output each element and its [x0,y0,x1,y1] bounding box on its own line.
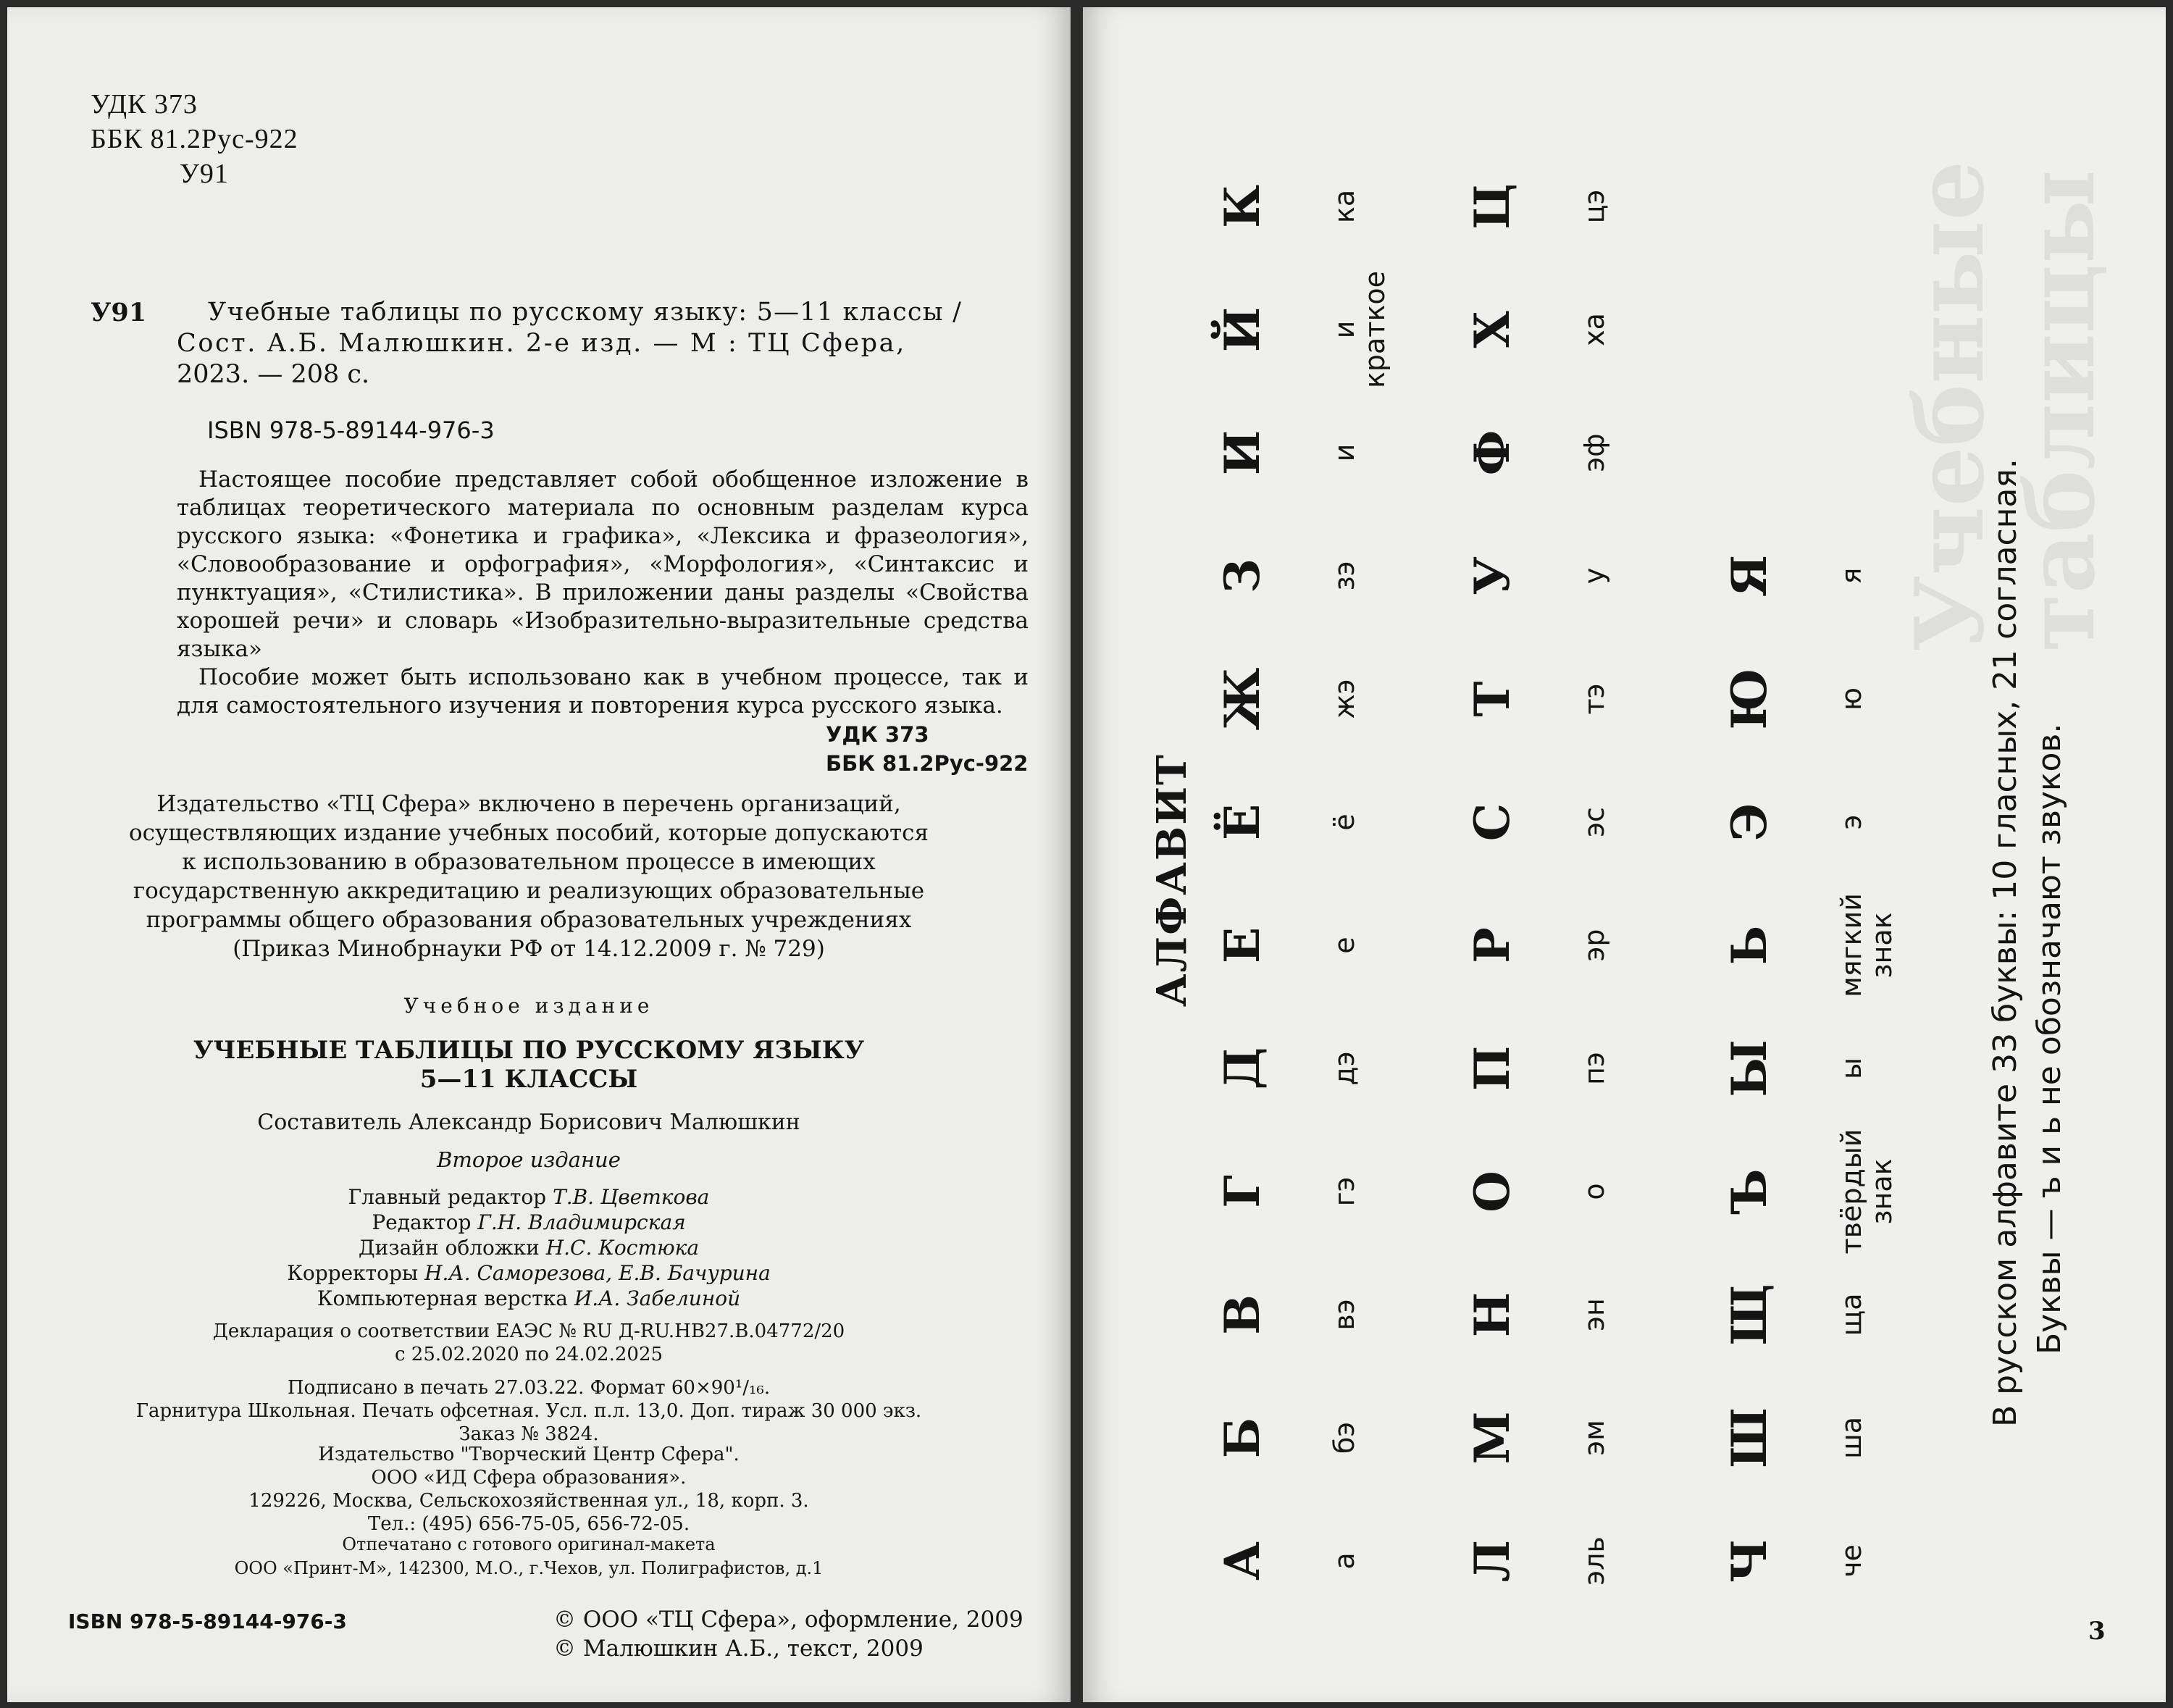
alphabet-cell [1463,1123,1609,1260]
print-info-line: Подписано в печать 27.03.22. Формат 60×90¹/₁₆. [287,1377,771,1399]
compiler: Составитель Александр Борисович Малюшкин [257,1110,800,1135]
alphabet-letter: У [1464,556,1520,595]
alphabet-letter: О [1464,1171,1520,1213]
alphabet-cell [1213,630,1360,768]
alphabet-cell [1720,876,1897,1014]
udk-code-bottom: УДК 373 [826,722,929,747]
alphabet-cell [1720,1000,1867,1137]
printer-info [87,1533,971,1581]
letter-name: эль [1578,1536,1610,1586]
book-subtitle: 5—11 КЛАССЫ [419,1065,638,1094]
publisher-note-line: Издательство «ТЦ Сфера» включено в перечень организаций, [156,791,901,817]
credit-name: Н.С. Костюка [545,1236,700,1260]
udk-block-top [91,87,298,191]
biblio-line-1: Учебные таблицы по русскому языку: 5—11 классы / [208,298,963,327]
credit-role: Редактор [372,1210,472,1234]
credits [87,1184,971,1311]
letter-name: че [1835,1544,1867,1578]
letter-name: зэ [1328,561,1360,591]
letter-name: я [1835,567,1867,585]
credit-line [87,1286,971,1311]
alphabet-letter: Ж [1214,667,1270,731]
edition-type: Учебное издание [403,994,654,1018]
publisher-note-line: к использованию в образовательном процессе в имеющих [182,849,876,875]
letter-name: мягкий знак [1835,893,1898,997]
letter-name: э [1835,814,1867,830]
alphabet-cell [1213,876,1360,1014]
publisher-note [87,790,971,963]
isbn-bottom: ISBN 978-5-89144-976-3 [68,1609,347,1633]
letter-name: гэ [1328,1176,1360,1207]
credit-name: Г.Н. Владимирская [477,1210,686,1234]
letter-name: бэ [1328,1421,1360,1454]
alphabet-letter: Ц [1464,183,1520,230]
alphabet-cell [1213,261,1390,398]
alphabet-letter: М [1464,1411,1520,1465]
letter-name: а [1328,1552,1360,1570]
alphabet-letter: В [1214,1294,1270,1335]
alphabet-letter: Й [1214,306,1270,353]
alphabet-cell [1213,1000,1360,1137]
letter-name: эф [1578,433,1610,472]
letter-name: и [1328,443,1360,462]
biblio-line-2: Сост. А.Б. Малюшкин. 2-е изд. — М : ТЦ Сфера, [177,329,906,358]
letter-name: тэ [1578,683,1610,715]
publisher-info [87,1443,971,1536]
publisher-note-line: осуществляющих издание учебных пособий, которые допускаются [128,820,929,846]
alphabet-letter: Б [1214,1417,1270,1459]
alphabet-letter: Ь [1721,925,1778,966]
alphabet-cell [1213,138,1360,275]
print-info-line: Гарнитура Школьная. Печать офсетная. Усл. п.л. 13,0. Доп. тираж 30 000 экз. [135,1400,922,1422]
copyright [553,1605,1023,1663]
alphabet-letter: Ё [1214,803,1270,841]
alphabet-cell [1463,1246,1609,1383]
alphabet-cell [1463,261,1609,398]
letter-name: ю [1835,687,1867,711]
letter-name: твёрдый знак [1835,1129,1898,1255]
alphabet-letter: А [1214,1541,1270,1581]
alphabet-cell [1213,1492,1360,1630]
abstract-paragraph-2: Пособие может быть использовано как в учебном процессе, так и для самостоятельного изучения и повторения курса русского языка. [177,664,1029,719]
alphabet-cell [1463,876,1609,1014]
publisher-info-line: ООО «ИД Сфера образования». [371,1467,687,1489]
book-title: УЧЕБНЫЕ ТАБЛИЦЫ ПО РУССКОМУ ЯЗЫКУ [193,1036,865,1065]
letter-name: ха [1578,313,1610,346]
alphabet-letter: Л [1464,1539,1520,1583]
abstract-paragraph-1: Настоящее пособие представляет собой обобщенное изложение в таблицах теоретического материала по основным разделам курса русского языка: «Фонетика и графика», «Лексика и фразеология», «Словообразование и орфография», «Морфология», «Синтаксис и пунктуация», «Стилистика». В приложении даны разделы «Свойства хорошей речи» и словарь «Изобразительно-выразительные средства языка» [177,466,1029,662]
credit-role: Главный редактор [348,1185,547,1209]
alphabet-letter: Ф [1464,430,1520,476]
letter-name: эр [1578,929,1610,962]
letter-name: эм [1578,1420,1610,1456]
declaration [87,1320,971,1366]
alphabet-letter: Г [1214,1175,1270,1208]
alphabet-title: АЛФАВИТ [1148,753,1196,1007]
credit-role: Дизайн обложки [358,1236,540,1260]
print-info-line: Заказ № 3824. [459,1423,599,1445]
alphabet-table [1083,36,2166,1702]
alphabet-letter: Х [1464,311,1520,348]
alphabet-letter: Д [1214,1047,1270,1090]
letter-name: жэ [1328,679,1360,719]
alphabet-letter: Ы [1721,1039,1778,1097]
footnote-signs: Буквы — ъ и ь не обозначают звуков. [2031,723,2068,1355]
credit-name: Н.А. Саморезова, Е.В. Бачурина [424,1261,771,1285]
right-page [1083,7,2166,1702]
alphabet-cell [1463,507,1609,645]
abstract [177,466,1029,720]
alphabet-letter: З [1214,558,1270,593]
letter-name: цэ [1578,189,1610,224]
letter-name: эн [1578,1298,1610,1331]
credit-line [87,1260,971,1286]
declaration-line: Декларация о соответствии ЕАЭС № RU Д-RU.HB27.B.04772/20 [212,1320,845,1342]
letter-name: ы [1835,1058,1867,1080]
credit-line [87,1184,971,1210]
publisher-info-line: Тел.: (495) 656-75-05, 656-72-05. [367,1513,690,1535]
alphabet-letter: Ш [1721,1407,1778,1468]
alphabet-cell [1720,1246,1867,1383]
alphabet-letter: Н [1464,1292,1520,1338]
alphabet-cell [1720,753,1867,891]
letter-name: дэ [1328,1051,1360,1086]
printer-info-line: ООО «Принт-М», 142300, М.О., г.Чехов, ул. Полиграфистов, д.1 [234,1558,824,1578]
publisher-info-line: 129226, Москва, Сельскохозяйственная ул., 18, корп. 3. [248,1490,809,1512]
footnote-letters-count: В русском алфавите 33 буквы: 10 гласных, 21 согласная. [1987,459,2024,1427]
alphabet-letter: Ъ [1721,1168,1778,1215]
letter-name: эс [1578,807,1610,837]
alphabet-cell [1720,630,1867,768]
credit-role: Компьютерная верстка [317,1286,568,1310]
alphabet-letter: К [1214,184,1270,229]
publisher-note-line: государственную аккредитацию и реализующих образовательные [133,878,925,904]
alphabet-letter: Ю [1721,668,1778,730]
alphabet-cell [1213,384,1360,522]
publisher-info-line: Издательство "Творческий Центр Сфера". [318,1444,740,1465]
alphabet-cell [1463,1000,1609,1137]
bbk-code-bottom: ББК 81.2Рус-922 [826,751,1029,776]
alphabet-letter: Я [1721,554,1778,598]
alphabet-cell [1463,753,1609,891]
letter-name: ща [1835,1293,1867,1336]
biblio-line-3: 2023. — 208 с. [177,360,370,389]
alphabet-letter: Ч [1721,1539,1778,1583]
alphabet-letter: Щ [1721,1284,1778,1346]
letter-name: у [1578,567,1610,585]
print-info [87,1376,971,1446]
alphabet-cell [1463,138,1609,275]
author-mark: У91 [180,159,229,189]
letter-name: пэ [1578,1052,1610,1085]
udk-code: УДК 373 [91,89,198,120]
copyright-line: © Малюшкин А.Б., текст, 2009 [553,1636,924,1662]
copyright-line: © ООО «ТЦ Сфера», оформление, 2009 [553,1607,1023,1633]
page-number: 3 [2088,1617,2106,1646]
alphabet-cell [1463,1369,1609,1507]
letter-name: вэ [1328,1299,1360,1331]
alphabet-cell [1213,1246,1360,1383]
alphabet-cell [1463,630,1609,768]
printer-info-line: Отпечатано с готового оригинал-макета [342,1534,716,1554]
alphabet-letter: Е [1214,926,1270,964]
biblio-code: У91 [91,298,147,327]
alphabet-letter: Р [1464,927,1520,963]
alphabet-letter: Э [1721,803,1778,842]
publisher-note-line: (Приказ Минобрнауки РФ от 14.12.2009 г. № 729) [233,936,825,962]
letter-name: ё [1328,813,1360,831]
alphabet-cell [1463,384,1609,522]
alphabet-cell [1720,1492,1867,1630]
udk-block-bottom [826,720,1028,778]
alphabet-cell [1213,507,1360,645]
letter-name: о [1578,1183,1610,1200]
alphabet-cell [1463,1492,1609,1630]
alphabet-cell [1720,1123,1897,1260]
alphabet-cell [1720,1369,1867,1507]
alphabet-cell [1213,1369,1360,1507]
credit-name: Т.В. Цветкова [553,1185,710,1209]
alphabet-letter: И [1214,430,1270,476]
bbk-code: ББК 81.2Рус-922 [91,124,298,154]
letter-name: е [1328,937,1360,954]
publisher-note-line: программы общего образования образовательных учреждениях [146,907,912,933]
alphabet-cell [1213,1123,1360,1260]
alphabet-cell [1213,753,1360,891]
letter-name: и краткое [1328,270,1391,389]
alphabet-cell [1720,507,1867,645]
left-page [7,7,1071,1702]
bleed-through-text: Учебные таблицы [1894,160,2116,652]
credit-role: Корректоры [287,1261,419,1285]
alphabet-letter: Т [1464,681,1520,717]
credit-name: И.А. Забелиной [574,1286,741,1310]
isbn: ISBN 978-5-89144-976-3 [207,416,495,444]
alphabet-letter: С [1464,803,1520,842]
declaration-line: с 25.02.2020 по 24.02.2025 [394,1344,663,1365]
letter-name: ка [1328,189,1360,224]
credit-line [87,1235,971,1260]
edition: Второе издание [437,1147,621,1172]
letter-name: ша [1835,1416,1867,1460]
alphabet-letter: П [1464,1045,1520,1092]
credit-line [87,1210,971,1235]
